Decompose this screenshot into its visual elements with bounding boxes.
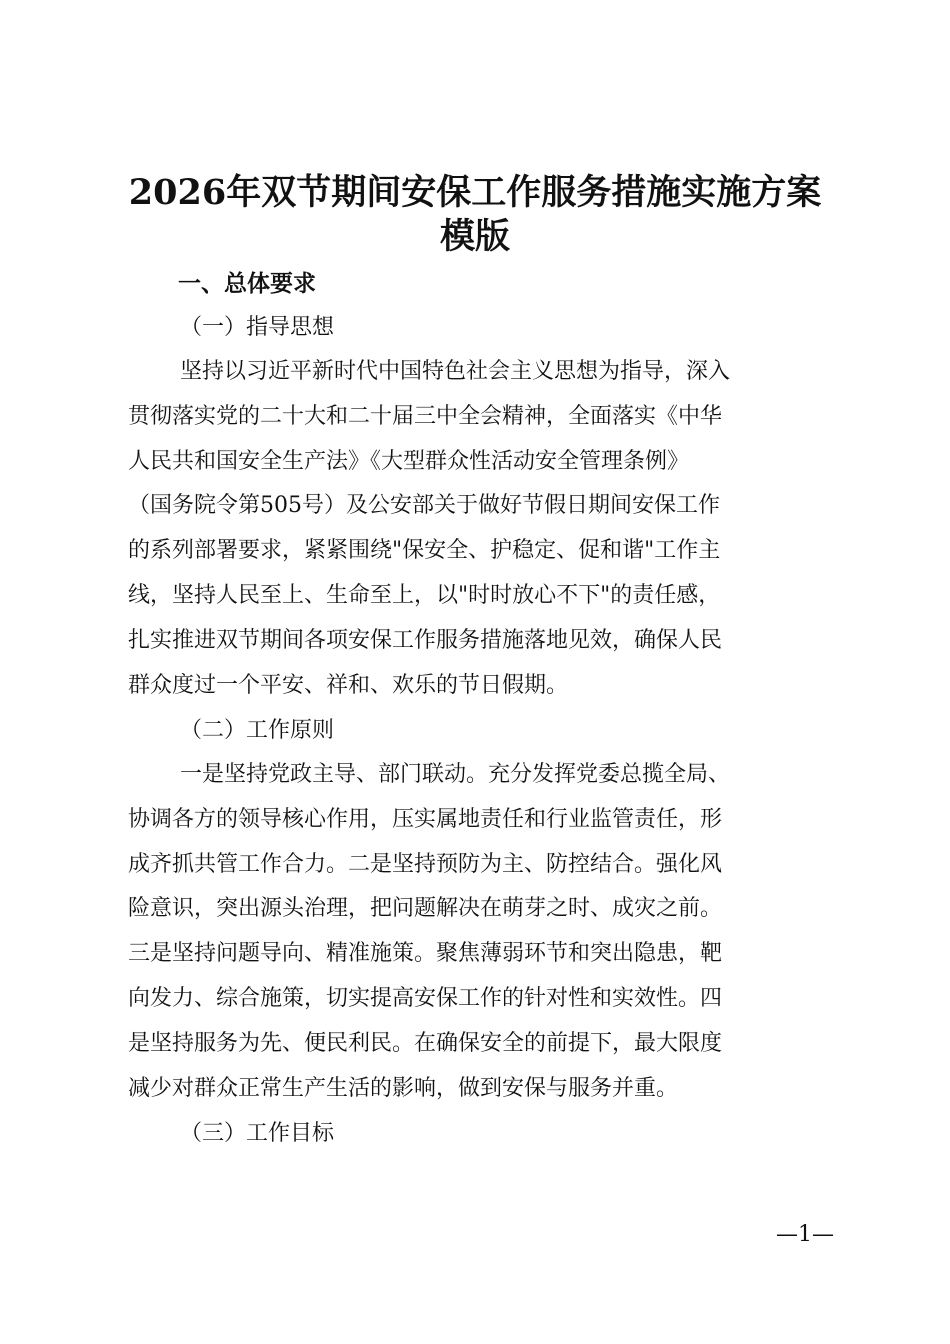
paragraph-guiding-ideology <box>128 350 828 708</box>
page-number: —1— <box>776 1222 834 1247</box>
document-title: 2026年双节期间安保工作服务措施实施方案 <box>128 172 822 213</box>
paragraph-line: 是坚持服务为先、便民利民。在确保安全的前提下，最大限度 <box>128 1030 723 1056</box>
paragraph-line: 险意识，突出源头治理，把问题解决在萌芽之时、成灾之前。 <box>128 896 723 922</box>
paragraph-line: 人民共和国安全生产法》《大型群众性活动安全管理条例》 <box>128 448 690 474</box>
subsection-heading-working-goals: （三）工作目标 <box>180 1121 335 1146</box>
paragraph-line: （国务院令第505号）及公安部关于做好节假日期间安保工作 <box>128 493 720 519</box>
subsection-heading-guiding-ideology: （一）指导思想 <box>180 315 335 340</box>
paragraph-line: 群众度过一个平安、祥和、欢乐的节日假期。 <box>128 672 569 698</box>
paragraph-line: 三是坚持问题导向、精准施策。聚焦薄弱环节和突出隐患，靶 <box>128 941 723 967</box>
paragraph-line: 一是坚持党政主导、部门联动。充分发挥党委总揽全局、 <box>180 762 731 787</box>
paragraph-line: 线，坚持人民至上、生命至上，以"时时放心不下"的责任感， <box>128 582 721 608</box>
section-heading-general-requirements: 一、总体要求 <box>178 271 316 297</box>
paragraph-working-principles <box>128 753 828 1111</box>
paragraph-line: 的系列部署要求，紧紧围绕"保安全、护稳定、促和谐"工作主 <box>128 538 721 564</box>
paragraph-line: 坚持以习近平新时代中国特色社会主义思想为指导，深入 <box>180 359 731 384</box>
paragraph-line: 向发力、综合施策，切实提高安保工作的针对性和实效性。四 <box>128 985 723 1011</box>
paragraph-line: 成齐抓共管工作合力。二是坚持预防为主、防控结合。强化风 <box>128 851 723 877</box>
document-title-continuation: 模版 <box>439 216 510 257</box>
paragraph-line: 扎实推进双节期间各项安保工作服务措施落地见效，确保人民 <box>128 627 723 653</box>
paragraph-line: 协调各方的领导核心作用，压实属地责任和行业监管责任，形 <box>128 806 723 832</box>
subsection-heading-working-principles: （二）工作原则 <box>180 718 335 743</box>
paragraph-line: 贯彻落实党的二十大和二十届三中全会精神，全面落实《中华 <box>128 403 723 429</box>
paragraph-line: 减少对群众正常生产生活的影响，做到安保与服务并重。 <box>128 1075 679 1101</box>
